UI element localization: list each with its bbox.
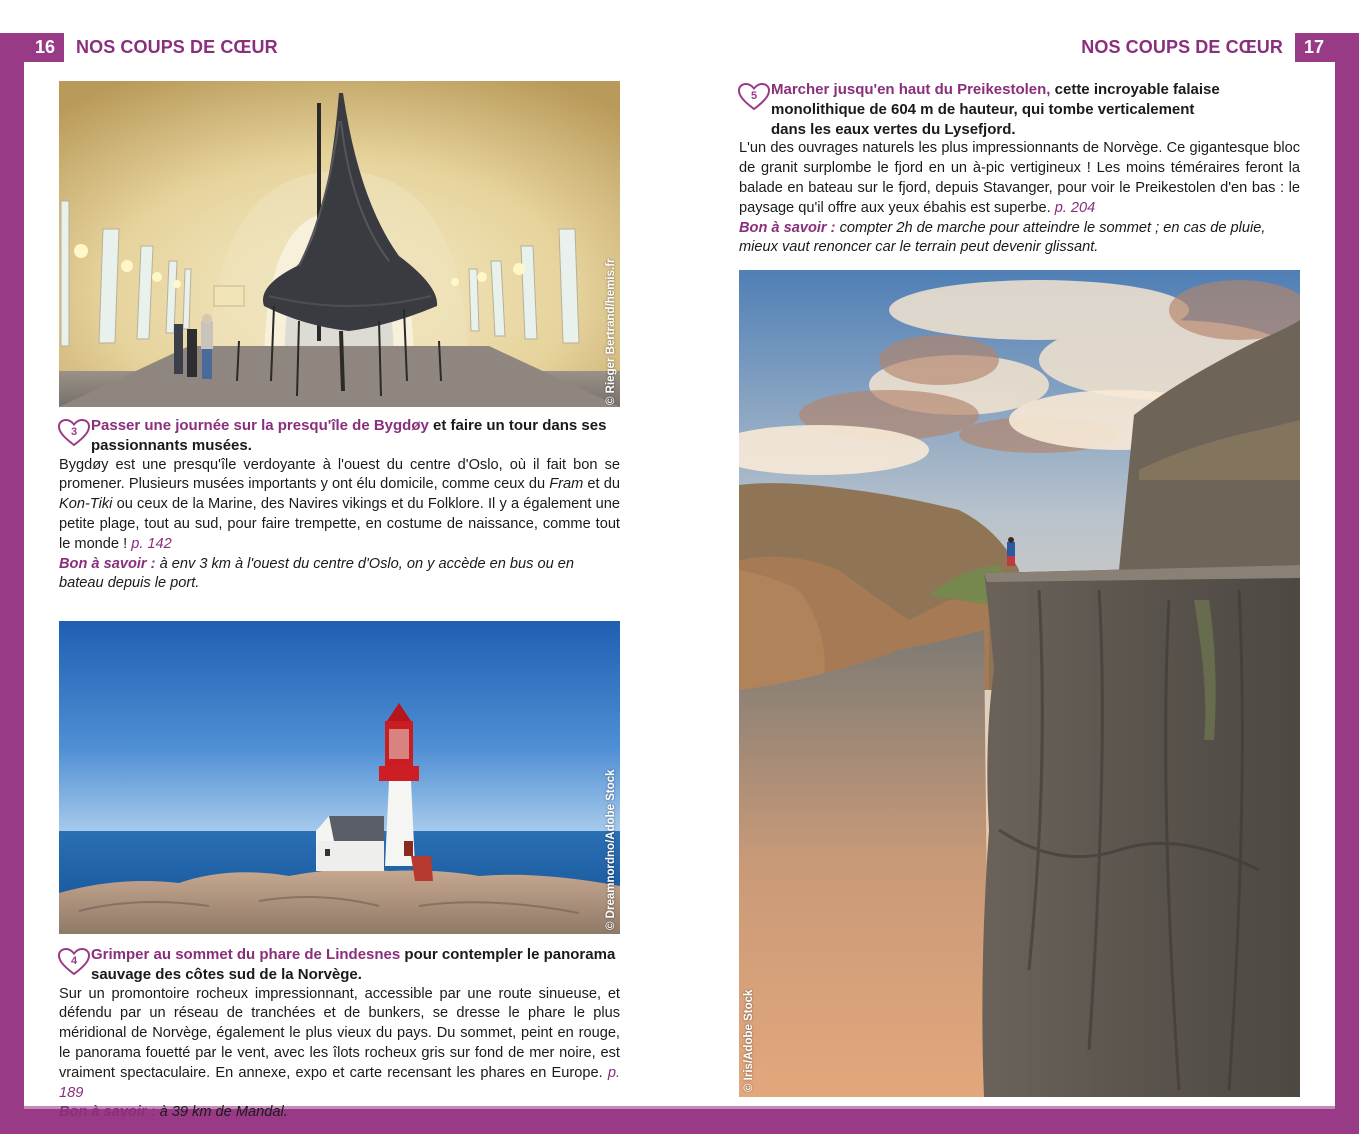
heart-number-icon: [57, 418, 91, 448]
tip-text: à env 3 km à l'ouest du centre d'Oslo, on y accède en bus ou en bateau depuis le port.: [59, 555, 575, 592]
entry-body: [739, 139, 1300, 218]
page-reference[interactable]: p. 204: [1054, 199, 1096, 216]
entry-body: [59, 985, 620, 1104]
page-frame-left: [0, 33, 24, 1134]
entry-preikestolen: [739, 80, 1300, 258]
running-head-left: NOS COUPS DE CŒUR: [76, 37, 278, 57]
lighthouse-photo: [59, 621, 620, 934]
tip-text: à 39 km de Mandal.: [155, 1104, 288, 1121]
entry-tip: [59, 1103, 620, 1123]
svg-text:4: 4: [70, 955, 78, 967]
entry-tip: [59, 555, 620, 595]
body-text: ou ceux de la Marine, des Navires vikings et du Folklore. Il y a également une petite plage, tout au sud, pour faire trempette, en costume de naissance, comme tout le monde !: [59, 496, 620, 552]
entry-heading-rest: cette incroyable falaise monolithique de 604 m de hauteur, qui tombe verticalement dans les eaux vertes du Lysefjord.: [771, 81, 1220, 138]
entry-heading: [91, 945, 620, 985]
svg-text:5: 5: [750, 90, 758, 102]
body-italic-fram: Fram: [549, 476, 584, 493]
entry-lead: [739, 80, 1300, 139]
tip-label: Bon à savoir :: [739, 219, 836, 236]
entry-heading: [91, 416, 620, 456]
svg-text:3: 3: [70, 426, 78, 438]
page-reference[interactable]: p. 142: [131, 535, 172, 552]
entry-bygdoy: [59, 416, 620, 594]
page-frame-right: [1335, 33, 1359, 1134]
tip-label: Bon à savoir :: [59, 555, 156, 572]
entry-body: [59, 456, 620, 555]
entry-heading-highlight: Marcher jusqu'en haut du Preikestolen,: [771, 81, 1051, 98]
running-head-right: NOS COUPS DE CŒUR: [1081, 37, 1283, 57]
body-text: L'un des ouvrages naturels les plus impressionnants de Norvège. Ce gigantesque bloc de granit surplombe le fjord en un à-pic vertigineux ! Les moins téméraires feront la balade en bateau sur le fjord, depuis Stavanger, pour voir le Preikestolen d'en bas : le paysage qu'il offre aux yeux ébahis est superbe.: [739, 140, 1300, 216]
preikestolen-photo: [739, 270, 1300, 1097]
body-text: Sur un promontoire rocheux impressionnant, accessible par une route sinueuse, et défendu par un réseau de tranchées et de bunkers, se dresse le phare le plus méridional de Norvège, également le plus vieux du pays. Du sommet, peint en rouge, le panorama fouetté par le vent, avec les îlots rocheux gris sur fond de mer noire, est vraiment spectaculaire. En annexe, expo et carte recensant les phares en Europe.: [59, 985, 620, 1081]
entry-heading: [771, 80, 1231, 139]
entry-heading-highlight: Passer une journée sur la presqu'île de Bygdøy: [91, 417, 429, 434]
page-number-right: 17: [1295, 33, 1359, 62]
page-number-left: 16: [0, 33, 64, 62]
body-italic-kon-tiki: Kon-Tiki: [59, 496, 113, 513]
photo-credit-viking-ship: © Rieger Bertrand/hemis.fr: [605, 258, 617, 405]
heart-number-icon: [57, 947, 91, 977]
entry-heading-highlight: Grimper au sommet du phare de Lindesnes: [91, 946, 401, 963]
entry-lead: [59, 416, 620, 456]
viking-ship-photo: [59, 81, 620, 407]
photo-credit-preikestolen: © Iris/Adobe Stock: [743, 989, 755, 1092]
body-text: et du: [583, 476, 620, 493]
entry-lindesnes: [59, 945, 620, 1123]
page-reference[interactable]: p. 189: [59, 1064, 620, 1101]
entry-tip: [739, 219, 1300, 259]
photo-credit-lighthouse: © Dreamnordno/Adobe Stock: [605, 769, 617, 930]
entry-lead: [59, 945, 620, 985]
body-text: Bygdøy est une presqu'île verdoyante à l'ouest du centre d'Oslo, où il fait bon se promener. Plusieurs musées importants y ont élu domicile, comme ceux du: [59, 456, 620, 493]
entry-heading-rest: et faire un tour dans ses passionnants musées.: [91, 417, 607, 454]
tip-text: compter 2h de marche pour atteindre le sommet ; en cas de pluie, mieux vaut renoncer car le terrain peut devenir glissant.: [739, 219, 1266, 256]
heart-number-icon: [737, 82, 771, 112]
entry-heading-rest: pour contempler le panorama sauvage des côtes sud de la Norvège.: [91, 946, 616, 983]
tip-label: Bon à savoir :: [59, 1104, 156, 1121]
